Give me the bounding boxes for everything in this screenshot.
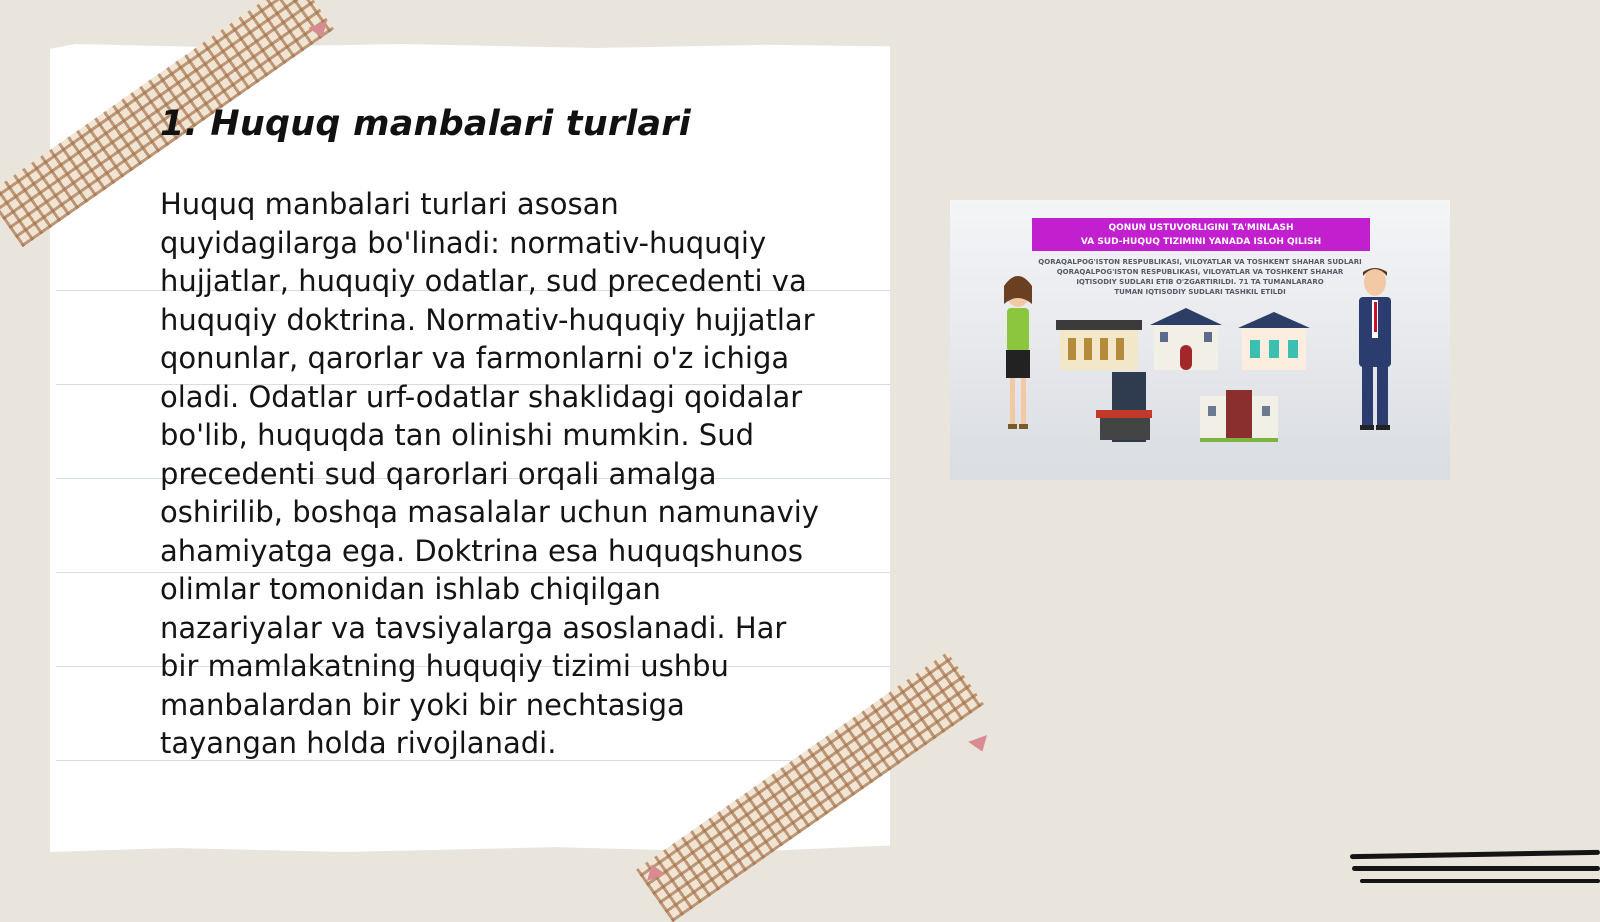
- illustration-subtext-line: TUMAN IQTISODIY SUDLARI TASHKIL ETILDI: [1114, 288, 1286, 296]
- tape-tip-bottom-right: [968, 735, 992, 755]
- court-building-icon: [1150, 308, 1222, 370]
- illustration-subtext-line: IQTISODIY SUDLARI ETIB O'ZGARTIRILDI. 71 TA TUMANLARARO: [1076, 278, 1324, 286]
- court-building-icon: [1096, 372, 1152, 442]
- illustration-subtext-line: QORAQALPOG'ISTON RESPUBLIKASI, VILOYATLAR VA TOSHKENT SHAHAR SUDLARI: [1038, 258, 1362, 266]
- brush-stroke: [1360, 879, 1600, 883]
- man-figure-icon: [1359, 268, 1391, 430]
- banner-line-2: VA SUD-HUQUQ TIZIMINI YANADA ISLOH QILISH: [1080, 237, 1322, 247]
- woman-figure-icon: [1004, 276, 1032, 429]
- banner-line-1: QONUN USTUVORLIGINI TA'MINLASH: [1108, 223, 1294, 233]
- court-building-icon: [1056, 320, 1142, 370]
- court-building-icon: [1238, 312, 1310, 370]
- courts-illustration: [950, 200, 1450, 480]
- slide-body-text: Huquq manbalari turlari asosan quyidagilarga bo'linadi: normativ-huquqiy hujjatlar, huquqiy odatlar, sud precedenti va huquqiy doktrina. Normativ-huquqiy hujjatlar qonunlar, qarorlar va farmonlarni o'z ichiga oladi. Odatlar urf-odatlar shaklidagi qoidalar bo'lib, huquqda tan olinishi mumkin. Sud precedenti sud qarorlari orqali amalga oshirilib, boshqa masalalar uchun namunaviy ahamiyatga ega. Doktrina esa huquqshunos olimlar tomonidan ishlab chiqilgan nazariyalar va tavsiyalarga asoslanadi. Har bir mamlakatning huquqiy tizimi ushbu manbalardan bir yoki bir nechtasiga tayangan holda rivojlanadi.: [160, 187, 819, 760]
- brush-stroke: [1352, 866, 1600, 871]
- court-building-icon: [1200, 390, 1278, 442]
- illustration-scene: [950, 200, 1450, 480]
- slide-title: 1. Huquq manbalari turlari: [160, 104, 691, 144]
- brush-stroke: [1350, 850, 1600, 859]
- illustration-subtext-line: QORAQALPOG'ISTON RESPUBLIKASI, VILOYATLAR VA TOSHKENT SHAHAR: [1056, 268, 1344, 276]
